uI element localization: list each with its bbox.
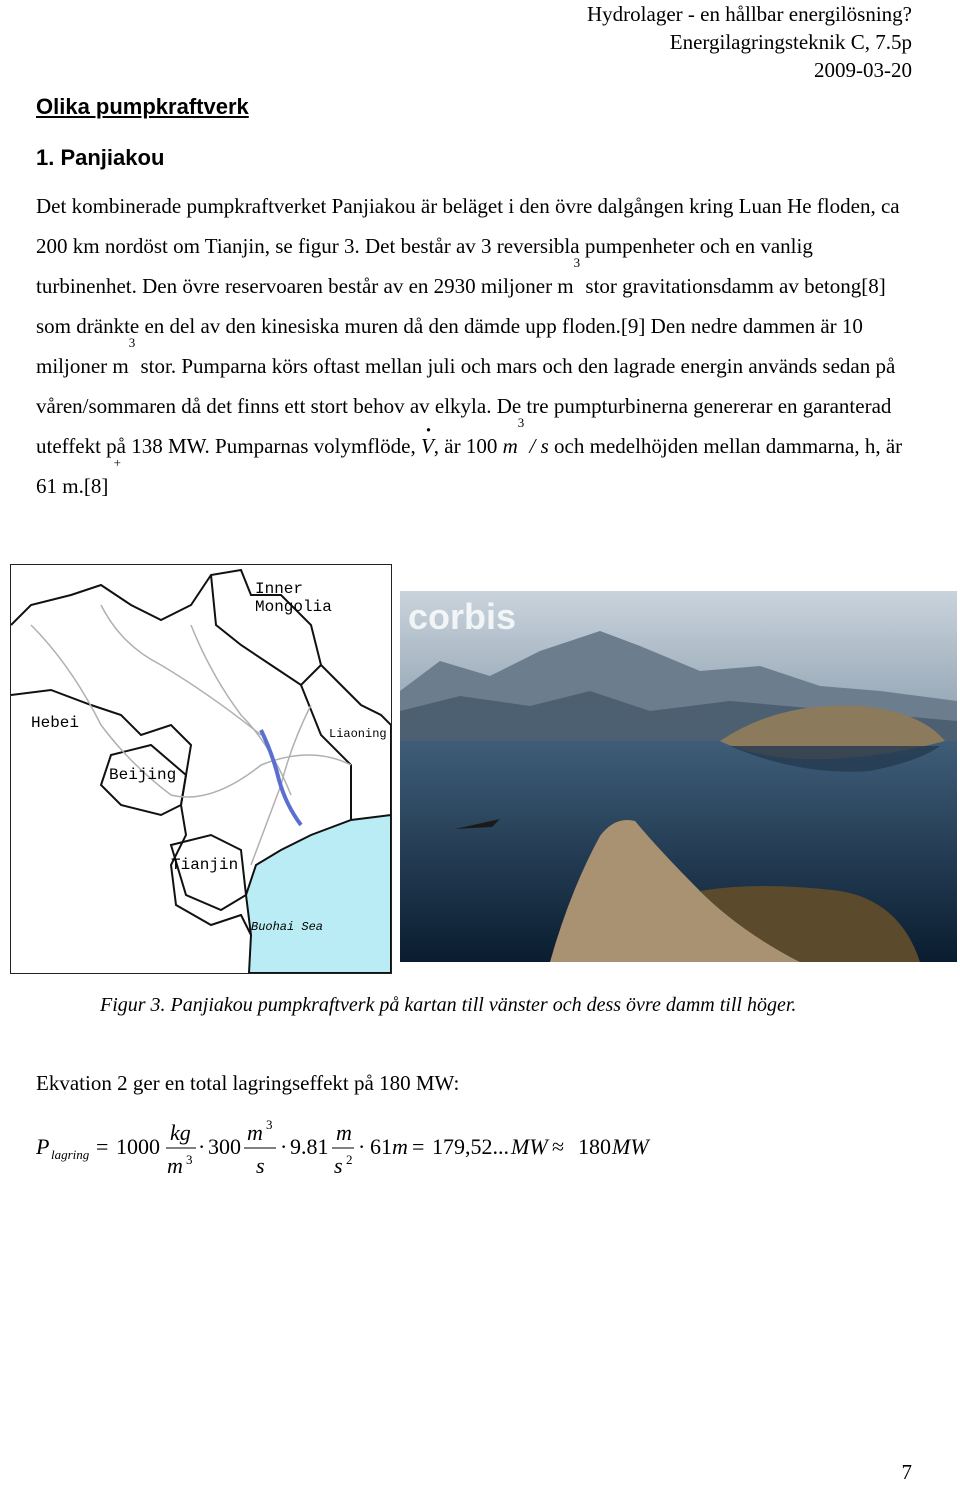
- f-m-den: m: [167, 1153, 183, 1178]
- label-tianjin: Tianjin: [171, 856, 239, 874]
- label-liaoning: Liaoning: [329, 727, 387, 741]
- subsection-title: 1. Panjiakou: [36, 145, 165, 170]
- power-formula: [36, 1118, 736, 1188]
- label-hebei: Hebei: [31, 714, 80, 732]
- region-map: [10, 564, 392, 974]
- f-3-num: 3: [266, 1118, 273, 1132]
- formula-svg: [36, 1118, 736, 1188]
- para-exp-2: 3: [128, 335, 136, 350]
- page-number: 7: [901, 1460, 912, 1484]
- f-1000: 1000: [116, 1134, 160, 1159]
- para-exp-1: 3: [573, 255, 581, 270]
- para-text-1: Det kombinerade pumpkraftverket Panjiakou är beläget i den övre dalgången kring Luan He floden, ca 200 km nordöst om Tianjin, se figur 3. Det består av 3 reversibla pumpenheter och en vanlig turbinenhet. Den övre reservoaren består av en 2930 miljoner m: [36, 194, 900, 298]
- volume-flow-symbol: · V: [421, 426, 434, 466]
- stream-2: [101, 605, 261, 735]
- f-P: P: [36, 1134, 50, 1159]
- para-plus: +: [113, 455, 121, 470]
- label-bohai-sea: Buohai Sea: [251, 920, 324, 934]
- f-MW1: MW: [511, 1134, 548, 1159]
- f-981: 9.81: [290, 1134, 329, 1159]
- f-2-den: 2: [346, 1152, 353, 1167]
- f-dot1: ·: [198, 1134, 206, 1159]
- f-3-den: 3: [186, 1152, 193, 1167]
- header-date: 2009-03-20: [814, 58, 912, 82]
- stream-5: [171, 755, 351, 797]
- f-s-den: s: [256, 1153, 265, 1178]
- para-text-3: stor. Pumparna körs oftast mellan juli och mars och den lagrade energin används sedan på våren/sommaren då det finns ett stort behov av elkyla. De tre pumpturbinerna genererar en garanterad uteffekt på 138 MW. Pumparnas volymflöde,: [36, 354, 896, 458]
- f-dot2: ·: [280, 1134, 288, 1159]
- para-text-2: stor gravitationsdamm av betong[8] som dränkte en del av den kinesiska muren då den dämde upp floden.[9] Den nedre dammen är 10 miljoner m: [36, 274, 886, 378]
- header-title: Hydrolager - en hållbar energilösning?: [587, 2, 912, 26]
- body-paragraph: [36, 186, 916, 506]
- unit-m: m: [502, 434, 518, 458]
- luan-he-river: [261, 730, 301, 825]
- label-inner-mongolia-2: Mongolia: [255, 598, 332, 616]
- watermark: corbis: [408, 596, 517, 637]
- f-kg: kg: [170, 1120, 191, 1145]
- section-title: Olika pumpkraftverk: [36, 94, 249, 119]
- unit-rest: / s: [524, 434, 549, 458]
- f-180: 180: [578, 1134, 611, 1159]
- map-svg: [11, 565, 391, 973]
- f-result: 179,52...: [432, 1134, 509, 1159]
- f-61: 61: [370, 1134, 392, 1159]
- f-sub: lagring: [51, 1147, 90, 1162]
- f-eq1: =: [96, 1134, 109, 1159]
- label-inner-mongolia-1: Inner: [255, 580, 304, 598]
- f-MW2: MW: [612, 1134, 649, 1159]
- f-m-num2: m: [336, 1120, 352, 1145]
- f-300: 300: [208, 1134, 241, 1159]
- region-border: [11, 570, 391, 815]
- figure-caption: Figur 3. Panjiakou pumpkraftverk på kartan till vänster och dess övre damm till höger.: [100, 994, 797, 1016]
- header-course: Energilagringsteknik C, 7.5p: [669, 30, 912, 54]
- f-s-den2: s: [334, 1153, 343, 1178]
- para-text-4: , är 100: [433, 434, 503, 458]
- page-header: [587, 0, 912, 84]
- f-approx: ≈: [552, 1134, 565, 1159]
- f-m-num: m: [247, 1120, 263, 1145]
- equation-intro: Ekvation 2 ger en total lagringseffekt på 180 MW:: [36, 1071, 460, 1095]
- f-dot3: ·: [358, 1134, 366, 1159]
- label-beijing: Beijing: [109, 766, 177, 784]
- photo-svg: [400, 591, 957, 962]
- unit-exp: 3: [517, 415, 525, 430]
- f-eq2: =: [412, 1134, 425, 1159]
- liaoning-border: [301, 685, 351, 820]
- bohai-sea: [246, 815, 391, 973]
- dam-photo: [400, 591, 957, 962]
- f-m-61: m: [392, 1134, 408, 1159]
- para-text-5: och medelhöjden mellan dammarna, h, är 61 m.[8]: [36, 434, 903, 498]
